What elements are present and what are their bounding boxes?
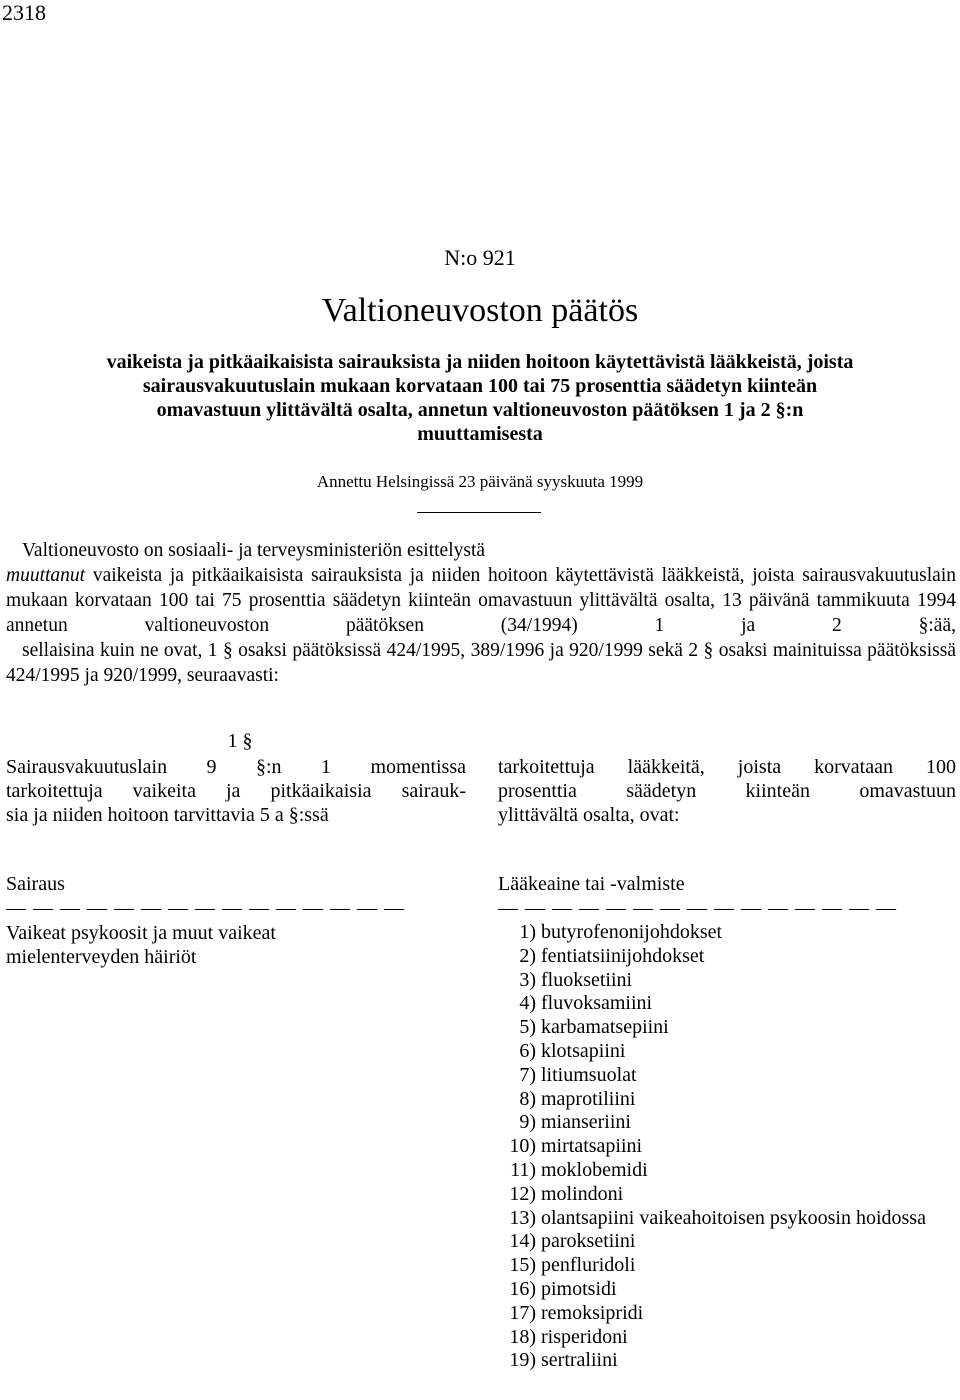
section-line: tarkoitettuja vaikeita ja pitkäaikaisia sairauk- (6, 780, 466, 802)
drug-number: 17) (509, 1301, 536, 1324)
drug-item (498, 1016, 956, 1040)
drug-item (498, 969, 956, 993)
preamble-amendment-text: vaikeista ja pitkäaikaisista sairauksista ja niiden hoitoon käytettävistä lääkkeistä, joista sairausvakuutuslain mukaan korvataan 100 tai 75 prosenttia säädetyn kiinteän omavastuun ylittävältä osalta, 13 päivänä tammikuuta 1994 annetun valtioneuvoston päätöksen (34/1994) 1 ja 2 §:ää, (6, 565, 956, 636)
drug-item (498, 1349, 956, 1373)
drug-number: 6) (519, 1039, 536, 1062)
preamble-scope: sellaisina kuin ne ovat, 1 § osaksi päätöksissä 424/1995, 389/1996 ja 920/1999 sekä 2 § osaksi mainituissa päätöksissä 424/1995 ja 920/1999, seuraavasti: (6, 640, 956, 686)
drug-item (498, 1254, 956, 1278)
drug-item (498, 1230, 956, 1254)
drug-name: olantsapiini vaikeahoitoisen psykoosin hoidossa (541, 1206, 926, 1229)
drug-item (498, 1088, 956, 1112)
drug-item (498, 1159, 956, 1183)
drug-number: 3) (519, 968, 536, 991)
preamble-amendment (6, 563, 956, 638)
drug-name: risperidoni (541, 1325, 628, 1348)
drug-number: 13) (509, 1206, 536, 1229)
section-line: prosenttia säädetyn kiinteän omavastuun (498, 780, 956, 802)
drug-name: paroksetiini (541, 1230, 636, 1253)
given-date: Annettu Helsingissä 23 päivänä syyskuuta 1999 (316, 472, 644, 491)
drug-name: molindoni (541, 1182, 624, 1205)
drug-list (498, 921, 956, 1373)
drug-number: 2) (519, 944, 536, 967)
drug-item (498, 1183, 956, 1207)
drug-item (498, 1111, 956, 1135)
drug-name: litiumsuolat (541, 1063, 637, 1086)
document-subtitle (0, 350, 960, 446)
subtitle-line: omavastuun ylittävältä osalta, annetun valtioneuvoston päätöksen 1 ja 2 §:n (156, 399, 804, 421)
changed-word: muuttanut (6, 565, 86, 586)
preamble (6, 538, 956, 688)
drug-name: karbamatsepiini (541, 1016, 669, 1039)
dash-rule: — — — — — — — — — — — — — — — (6, 897, 405, 919)
subtitle-line: vaikeista ja pitkäaikaisista sairauksista ja niiden hoitoon käytettävistä lääkkeistä, joista (106, 351, 854, 373)
drug-item (498, 1278, 956, 1302)
drug-number: 15) (509, 1254, 536, 1277)
drug-number: 9) (519, 1111, 536, 1134)
drug-name: mianseriini (541, 1111, 631, 1134)
section-text-left (6, 755, 466, 827)
dash-rule: — — — — — — — — — — — — — — — (498, 897, 897, 919)
drug-name: moklobemidi (541, 1158, 648, 1181)
drug-number: 10) (509, 1135, 536, 1158)
drug-item (498, 1135, 956, 1159)
drug-name: mirtatsapiini (541, 1135, 643, 1158)
drug-name: fluoksetiini (541, 968, 633, 991)
drug-item (498, 992, 956, 1016)
drug-name: penfluridoli (541, 1254, 636, 1277)
drug-number: 11) (510, 1158, 536, 1181)
drug-number: 4) (519, 992, 536, 1015)
column-header-disease: Sairaus (6, 873, 65, 895)
drug-item (498, 1326, 956, 1350)
drug-name: fluvoksamiini (541, 992, 653, 1015)
drug-name: klotsapiini (541, 1039, 626, 1062)
drug-number: 18) (509, 1325, 536, 1348)
drug-name: remoksipridi (541, 1301, 644, 1324)
drug-name: fentiatsiinijohdokset (541, 944, 705, 967)
drug-item (498, 921, 956, 945)
drug-name: butyrofenonijohdokset (541, 921, 723, 943)
drug-number: 16) (509, 1277, 536, 1300)
drug-number: 7) (519, 1063, 536, 1086)
drug-number: 19) (509, 1349, 536, 1372)
section-line: sia ja niiden hoitoon tarvittavia 5 a §:ssä (6, 804, 329, 826)
drug-item (498, 1064, 956, 1088)
document-title: Valtioneuvoston päätös (321, 292, 639, 329)
section-heading: 1 § (227, 730, 253, 752)
subtitle-line: sairausvakuutuslain mukaan korvataan 100 tai 75 prosenttia säädetyn kiinteän (142, 375, 818, 397)
drug-item (498, 945, 956, 969)
section-line: tarkoitettuja lääkkeitä, joista korvataan 100 (498, 756, 956, 778)
section-line: ylittävältä osalta, ovat: (498, 804, 680, 826)
drug-number: 8) (519, 1087, 536, 1110)
drug-number: 5) (519, 1016, 536, 1039)
drug-item (498, 1040, 956, 1064)
drug-name: pimotsidi (541, 1277, 617, 1300)
disease-name: Vaikeat psykoosit ja muut vaikeat mielenterveyden häiriöt (6, 922, 276, 968)
column-header-drug: Lääkeaine tai -valmiste (498, 873, 685, 895)
section-text-right (498, 755, 956, 827)
preamble-intro: Valtioneuvosto on sosiaali- ja terveysministeriön esittelystä (22, 540, 486, 561)
divider (417, 512, 541, 513)
section-line: Sairausvakuutuslain 9 §:n 1 momentissa (6, 756, 466, 778)
page-number: 2318 (2, 0, 46, 25)
drug-item (498, 1302, 956, 1326)
drug-item (498, 1207, 956, 1231)
drug-number: 14) (509, 1230, 536, 1253)
drug-name: maprotiliini (541, 1087, 636, 1110)
document-number: N:o 921 (444, 245, 516, 270)
drug-number: 12) (509, 1182, 536, 1205)
drug-number: 1) (519, 921, 536, 943)
subtitle-line: muuttamisesta (417, 423, 543, 445)
drug-name: sertraliini (541, 1349, 618, 1372)
